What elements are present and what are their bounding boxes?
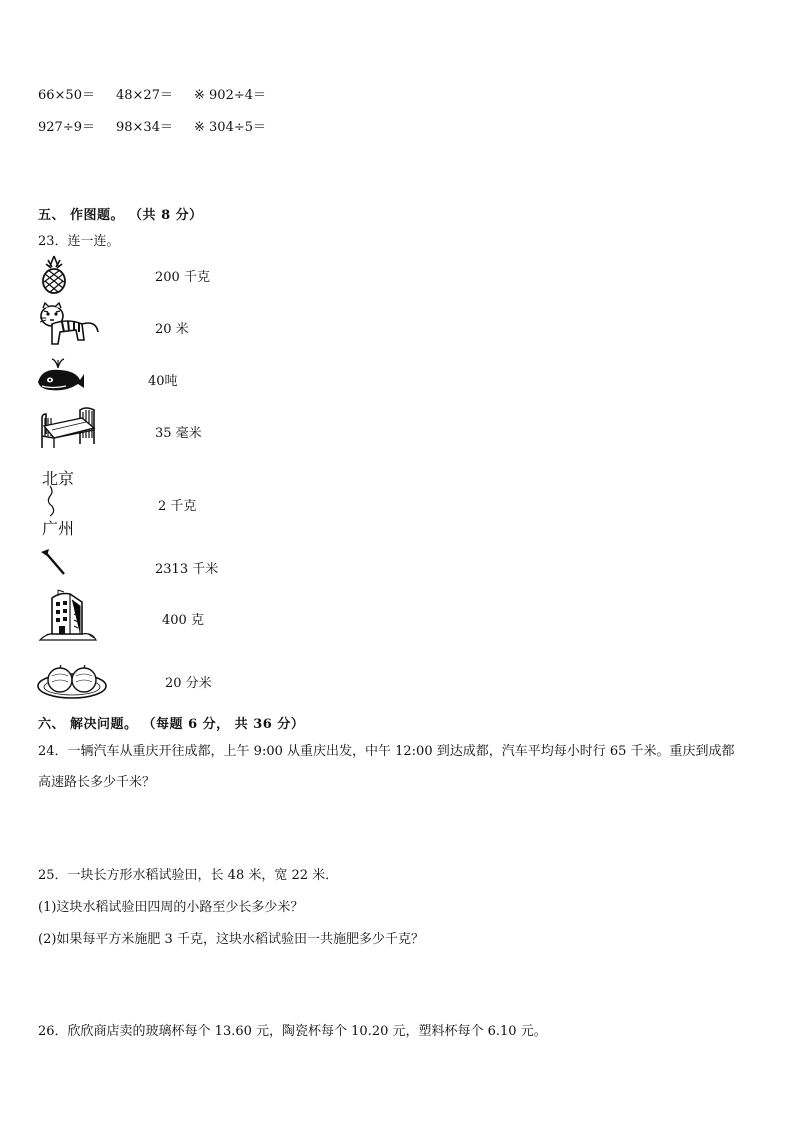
section-6-heading: 六、 解决问题。 （每题 6 分， 共 36 分） bbox=[38, 717, 305, 732]
map-route-icon bbox=[40, 466, 84, 538]
calc-1: 66×50＝ bbox=[38, 88, 95, 103]
item-label-3: 40吨 bbox=[148, 374, 178, 389]
section-5-heading: 五、 作图题。 （共 8 分） bbox=[38, 208, 203, 223]
item-label-2: 20 米 bbox=[155, 322, 189, 337]
calc-4: 927÷9＝ bbox=[38, 120, 95, 135]
question-24-line-1: 24．一辆汽车从重庆开往成都，上午 9:00 从重庆出发，中午 12:00 到达成都，汽车平均每小时行 65 千米。重庆到成都 bbox=[38, 744, 735, 759]
item-label-5: 2 千克 bbox=[158, 499, 197, 514]
item-label-4: 35 毫米 bbox=[155, 426, 202, 441]
plate-of-fruit-icon bbox=[36, 660, 108, 700]
item-label-1: 200 千克 bbox=[155, 270, 210, 285]
question-25-line-1: 25．一块长方形水稻试验田，长 48 米，宽 22 米． bbox=[38, 868, 339, 883]
calc-3: ※ 902÷4＝ bbox=[194, 88, 267, 103]
nail-icon bbox=[38, 548, 68, 578]
calc-6: ※ 304÷5＝ bbox=[194, 120, 267, 135]
question-24-line-2: 高速路长多少千米？ bbox=[38, 775, 156, 790]
building-icon bbox=[38, 588, 98, 642]
map-city-bottom: 广州 bbox=[42, 519, 75, 538]
calc-2: 48×27＝ bbox=[116, 88, 173, 103]
question-25-sub-1: (1)这块水稻试验田四周的小路至少长多少米？ bbox=[38, 900, 304, 915]
tiger-icon bbox=[38, 302, 102, 350]
item-label-7: 400 克 bbox=[162, 613, 204, 628]
whale-icon bbox=[36, 356, 86, 394]
item-label-8: 20 分米 bbox=[165, 676, 212, 691]
calc-5: 98×34＝ bbox=[116, 120, 173, 135]
question-26-line-1: 26．欣欣商店卖的玻璃杯每个 13.60 元，陶瓷杯每个 10.20 元，塑料杯每个 6.10 元。 bbox=[38, 1024, 547, 1039]
map-city-top: 北京 bbox=[42, 469, 75, 488]
item-label-6: 2313 千米 bbox=[155, 562, 219, 577]
question-23: 23．连一连。 bbox=[38, 234, 120, 249]
question-25-sub-2: (2)如果每平方米施肥 3 千克，这块水稻试验田一共施肥多少千克？ bbox=[38, 932, 424, 947]
bed-icon bbox=[38, 404, 98, 450]
pineapple-icon bbox=[38, 254, 70, 294]
